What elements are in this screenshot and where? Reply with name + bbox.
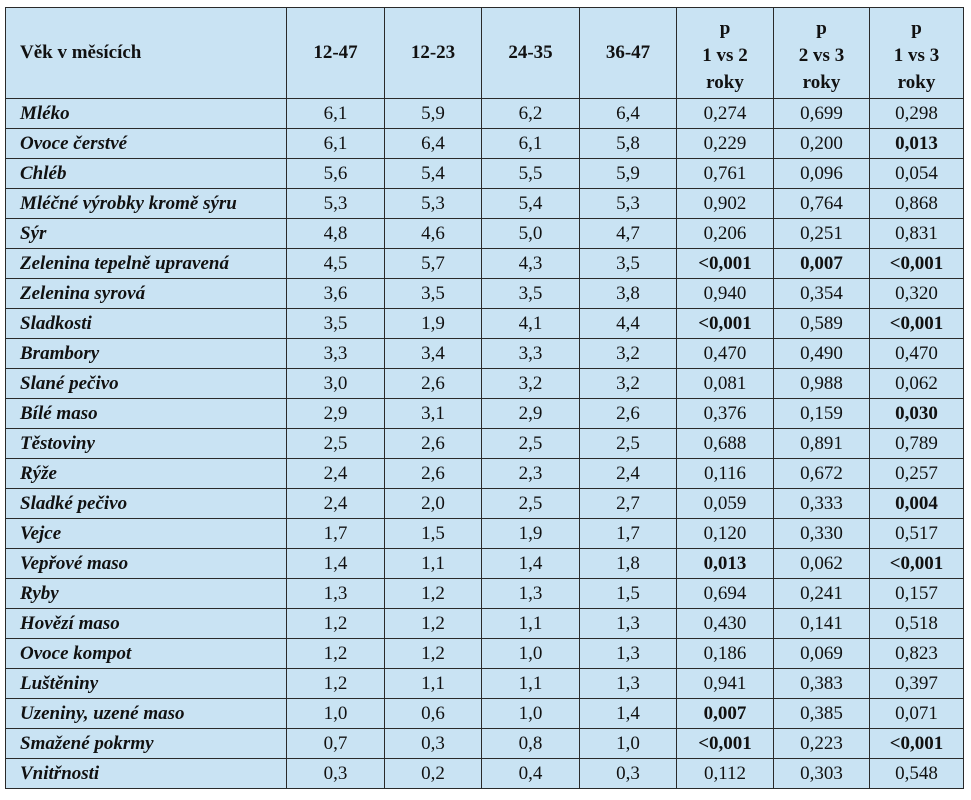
table-row xyxy=(6,129,964,159)
table-row xyxy=(6,429,964,459)
table-row xyxy=(6,699,964,729)
mean-value-cell: 0,4 xyxy=(482,759,580,789)
mean-value-cell: 3,5 xyxy=(580,249,677,279)
food-name-cell: Uzeniny, uzené maso xyxy=(6,699,287,729)
mean-value-cell: 1,4 xyxy=(482,549,580,579)
mean-value-cell: 4,5 xyxy=(287,249,385,279)
mean-value-cell: 5,5 xyxy=(482,159,580,189)
p-value-cell: 0,112 xyxy=(677,759,774,789)
p-value-cell: 0,789 xyxy=(870,429,964,459)
mean-value-cell: 5,9 xyxy=(385,99,482,129)
p-header-2-vs-3 xyxy=(774,8,870,99)
mean-value-cell: 5,4 xyxy=(385,159,482,189)
mean-value-cell: 2,5 xyxy=(482,489,580,519)
p-value-cell: 0,333 xyxy=(774,489,870,519)
p-value-cell: <0,001 xyxy=(677,309,774,339)
mean-value-cell: 1,7 xyxy=(287,519,385,549)
table-row xyxy=(6,639,964,669)
food-name-cell: Vepřové maso xyxy=(6,549,287,579)
mean-value-cell: 1,8 xyxy=(580,549,677,579)
p-value-cell: 0,823 xyxy=(870,639,964,669)
mean-value-cell: 1,0 xyxy=(482,639,580,669)
p-value-cell: 0,013 xyxy=(870,129,964,159)
age-header-36-47: 36-47 xyxy=(580,8,677,99)
p-value-cell: 0,059 xyxy=(677,489,774,519)
p-value-cell: 0,868 xyxy=(870,189,964,219)
mean-value-cell: 4,4 xyxy=(580,309,677,339)
mean-value-cell: 1,3 xyxy=(580,639,677,669)
food-name-cell: Rýže xyxy=(6,459,287,489)
mean-value-cell: 3,2 xyxy=(580,339,677,369)
p-value-cell: 0,589 xyxy=(774,309,870,339)
p-value-cell: 0,096 xyxy=(774,159,870,189)
p-value-cell: 0,988 xyxy=(774,369,870,399)
p-value-cell: <0,001 xyxy=(870,729,964,759)
table-row xyxy=(6,159,964,189)
mean-value-cell: 2,5 xyxy=(580,429,677,459)
mean-value-cell: 2,6 xyxy=(580,399,677,429)
p-value-cell: 0,764 xyxy=(774,189,870,219)
p-value-cell: 0,303 xyxy=(774,759,870,789)
table-container xyxy=(5,7,963,789)
p-header-line2: 1 vs 2 xyxy=(702,45,748,66)
p-value-cell: 0,120 xyxy=(677,519,774,549)
table-row xyxy=(6,339,964,369)
food-name-cell: Zelenina syrová xyxy=(6,279,287,309)
p-value-cell: 0,069 xyxy=(774,639,870,669)
p-value-cell: 0,761 xyxy=(677,159,774,189)
mean-value-cell: 0,3 xyxy=(287,759,385,789)
p-value-cell: <0,001 xyxy=(677,729,774,759)
mean-value-cell: 5,8 xyxy=(580,129,677,159)
food-name-cell: Ovoce kompot xyxy=(6,639,287,669)
mean-value-cell: 3,5 xyxy=(482,279,580,309)
food-name-cell: Ryby xyxy=(6,579,287,609)
mean-value-cell: 5,3 xyxy=(580,189,677,219)
table-row xyxy=(6,369,964,399)
mean-value-cell: 0,3 xyxy=(385,729,482,759)
p-value-cell: 0,430 xyxy=(677,609,774,639)
mean-value-cell: 2,9 xyxy=(482,399,580,429)
p-header-1-vs-2 xyxy=(677,8,774,99)
age-header-label: Věk v měsících xyxy=(6,8,287,99)
p-value-cell: 0,251 xyxy=(774,219,870,249)
mean-value-cell: 3,2 xyxy=(482,369,580,399)
mean-value-cell: 4,7 xyxy=(580,219,677,249)
mean-value-cell: 3,3 xyxy=(287,339,385,369)
food-name-cell: Zelenina tepelně upravená xyxy=(6,249,287,279)
table-row xyxy=(6,489,964,519)
p-value-cell: 0,383 xyxy=(774,669,870,699)
food-name-cell: Vnitřnosti xyxy=(6,759,287,789)
mean-value-cell: 1,7 xyxy=(580,519,677,549)
mean-value-cell: 5,9 xyxy=(580,159,677,189)
mean-value-cell: 0,7 xyxy=(287,729,385,759)
mean-value-cell: 1,1 xyxy=(385,669,482,699)
p-value-cell: 0,470 xyxy=(870,339,964,369)
table-row xyxy=(6,399,964,429)
mean-value-cell: 1,5 xyxy=(385,519,482,549)
p-value-cell: 0,116 xyxy=(677,459,774,489)
mean-value-cell: 1,2 xyxy=(385,609,482,639)
table-row xyxy=(6,99,964,129)
mean-value-cell: 6,1 xyxy=(287,99,385,129)
p-value-cell: 0,054 xyxy=(870,159,964,189)
p-value-cell: 0,354 xyxy=(774,279,870,309)
food-name-cell: Slané pečivo xyxy=(6,369,287,399)
mean-value-cell: 6,4 xyxy=(580,99,677,129)
p-value-cell: 0,241 xyxy=(774,579,870,609)
p-header-line2: 2 vs 3 xyxy=(798,45,845,66)
food-name-cell: Těstoviny xyxy=(6,429,287,459)
food-name-cell: Sýr xyxy=(6,219,287,249)
mean-value-cell: 2,5 xyxy=(482,429,580,459)
p-value-cell: 0,223 xyxy=(774,729,870,759)
mean-value-cell: 2,7 xyxy=(580,489,677,519)
p-value-cell: 0,007 xyxy=(677,699,774,729)
p-value-cell: 0,397 xyxy=(870,669,964,699)
mean-value-cell: 6,1 xyxy=(482,129,580,159)
mean-value-cell: 1,9 xyxy=(482,519,580,549)
food-name-cell: Luštěniny xyxy=(6,669,287,699)
mean-value-cell: 2,9 xyxy=(287,399,385,429)
p-value-cell: 0,062 xyxy=(870,369,964,399)
p-header-line3: roky xyxy=(897,72,936,93)
table-row xyxy=(6,279,964,309)
p-header-line1: p xyxy=(911,18,922,39)
table-row xyxy=(6,729,964,759)
food-name-cell: Sladké pečivo xyxy=(6,489,287,519)
table-row xyxy=(6,219,964,249)
p-value-cell: 0,274 xyxy=(677,99,774,129)
p-value-cell: <0,001 xyxy=(870,549,964,579)
mean-value-cell: 1,1 xyxy=(385,549,482,579)
p-value-cell: 0,062 xyxy=(774,549,870,579)
p-value-cell: 0,941 xyxy=(677,669,774,699)
food-name-cell: Brambory xyxy=(6,339,287,369)
mean-value-cell: 1,2 xyxy=(287,639,385,669)
p-value-cell: 0,071 xyxy=(870,699,964,729)
mean-value-cell: 1,4 xyxy=(287,549,385,579)
mean-value-cell: 3,3 xyxy=(482,339,580,369)
mean-value-cell: 6,4 xyxy=(385,129,482,159)
p-value-cell: <0,001 xyxy=(870,249,964,279)
p-value-cell: 0,902 xyxy=(677,189,774,219)
mean-value-cell: 0,2 xyxy=(385,759,482,789)
mean-value-cell: 0,6 xyxy=(385,699,482,729)
p-value-cell: 0,490 xyxy=(774,339,870,369)
mean-value-cell: 0,3 xyxy=(580,759,677,789)
p-value-cell: 0,320 xyxy=(870,279,964,309)
mean-value-cell: 3,4 xyxy=(385,339,482,369)
p-value-cell: 0,688 xyxy=(677,429,774,459)
food-name-cell: Vejce xyxy=(6,519,287,549)
mean-value-cell: 3,0 xyxy=(287,369,385,399)
mean-value-cell: 2,0 xyxy=(385,489,482,519)
table-row xyxy=(6,189,964,219)
mean-value-cell: 2,4 xyxy=(287,459,385,489)
mean-value-cell: 1,3 xyxy=(580,609,677,639)
mean-value-cell: 1,1 xyxy=(482,609,580,639)
mean-value-cell: 3,5 xyxy=(385,279,482,309)
mean-value-cell: 3,8 xyxy=(580,279,677,309)
mean-value-cell: 1,0 xyxy=(482,699,580,729)
table-row xyxy=(6,309,964,339)
mean-value-cell: 5,3 xyxy=(385,189,482,219)
p-header-line2: 1 vs 3 xyxy=(893,45,940,66)
table-row xyxy=(6,579,964,609)
p-header-line1: p xyxy=(719,18,731,39)
p-value-cell: <0,001 xyxy=(870,309,964,339)
mean-value-cell: 1,3 xyxy=(287,579,385,609)
mean-value-cell: 4,8 xyxy=(287,219,385,249)
header-row xyxy=(6,8,964,99)
mean-value-cell: 1,4 xyxy=(580,699,677,729)
mean-value-cell: 2,3 xyxy=(482,459,580,489)
p-value-cell: 0,141 xyxy=(774,609,870,639)
mean-value-cell: 4,1 xyxy=(482,309,580,339)
p-value-cell: 0,159 xyxy=(774,399,870,429)
mean-value-cell: 1,2 xyxy=(287,609,385,639)
mean-value-cell: 0,8 xyxy=(482,729,580,759)
p-value-cell: 0,548 xyxy=(870,759,964,789)
mean-value-cell: 2,6 xyxy=(385,429,482,459)
p-value-cell: 0,672 xyxy=(774,459,870,489)
mean-value-cell: 5,4 xyxy=(482,189,580,219)
table-row xyxy=(6,609,964,639)
p-value-cell: 0,891 xyxy=(774,429,870,459)
food-name-cell: Smažené pokrmy xyxy=(6,729,287,759)
food-name-cell: Ovoce čerstvé xyxy=(6,129,287,159)
p-header-line3: roky xyxy=(706,72,744,93)
age-header-24-35: 24-35 xyxy=(482,8,580,99)
table-row xyxy=(6,459,964,489)
table-row xyxy=(6,549,964,579)
table-body xyxy=(6,99,964,789)
p-value-cell: 0,030 xyxy=(870,399,964,429)
mean-value-cell: 2,4 xyxy=(580,459,677,489)
mean-value-cell: 3,5 xyxy=(287,309,385,339)
p-header-line1: p xyxy=(816,18,827,39)
age-header-12-47: 12-47 xyxy=(287,8,385,99)
p-value-cell: 0,206 xyxy=(677,219,774,249)
p-value-cell: 0,330 xyxy=(774,519,870,549)
p-value-cell: 0,013 xyxy=(677,549,774,579)
age-header-12-23: 12-23 xyxy=(385,8,482,99)
mean-value-cell: 2,5 xyxy=(287,429,385,459)
mean-value-cell: 1,9 xyxy=(385,309,482,339)
p-value-cell: 0,376 xyxy=(677,399,774,429)
table-row xyxy=(6,669,964,699)
p-value-cell: 0,081 xyxy=(677,369,774,399)
p-header-1-vs-3 xyxy=(870,8,964,99)
p-value-cell: 0,385 xyxy=(774,699,870,729)
mean-value-cell: 1,3 xyxy=(482,579,580,609)
mean-value-cell: 1,2 xyxy=(385,579,482,609)
food-frequency-table xyxy=(5,7,964,789)
p-value-cell: 0,517 xyxy=(870,519,964,549)
mean-value-cell: 1,1 xyxy=(482,669,580,699)
mean-value-cell: 1,2 xyxy=(287,669,385,699)
p-value-cell: 0,940 xyxy=(677,279,774,309)
food-name-cell: Mléko xyxy=(6,99,287,129)
p-value-cell: 0,004 xyxy=(870,489,964,519)
mean-value-cell: 2,6 xyxy=(385,369,482,399)
mean-value-cell: 1,2 xyxy=(385,639,482,669)
mean-value-cell: 6,1 xyxy=(287,129,385,159)
p-value-cell: 0,831 xyxy=(870,219,964,249)
mean-value-cell: 5,3 xyxy=(287,189,385,219)
mean-value-cell: 5,7 xyxy=(385,249,482,279)
food-name-cell: Mléčné výrobky kromě sýru xyxy=(6,189,287,219)
mean-value-cell: 1,3 xyxy=(580,669,677,699)
p-value-cell: 0,157 xyxy=(870,579,964,609)
p-value-cell: 0,298 xyxy=(870,99,964,129)
mean-value-cell: 2,4 xyxy=(287,489,385,519)
food-name-cell: Chléb xyxy=(6,159,287,189)
p-value-cell: 0,257 xyxy=(870,459,964,489)
mean-value-cell: 5,6 xyxy=(287,159,385,189)
mean-value-cell: 1,0 xyxy=(580,729,677,759)
mean-value-cell: 2,6 xyxy=(385,459,482,489)
table-row xyxy=(6,249,964,279)
mean-value-cell: 3,6 xyxy=(287,279,385,309)
mean-value-cell: 6,2 xyxy=(482,99,580,129)
p-value-cell: 0,186 xyxy=(677,639,774,669)
mean-value-cell: 3,2 xyxy=(580,369,677,399)
p-value-cell: 0,229 xyxy=(677,129,774,159)
p-value-cell: 0,518 xyxy=(870,609,964,639)
table-row xyxy=(6,759,964,789)
mean-value-cell: 1,0 xyxy=(287,699,385,729)
p-value-cell: 0,694 xyxy=(677,579,774,609)
table-row xyxy=(6,519,964,549)
p-value-cell: <0,001 xyxy=(677,249,774,279)
mean-value-cell: 4,6 xyxy=(385,219,482,249)
p-value-cell: 0,470 xyxy=(677,339,774,369)
p-header-line3: roky xyxy=(802,72,841,93)
mean-value-cell: 3,1 xyxy=(385,399,482,429)
mean-value-cell: 4,3 xyxy=(482,249,580,279)
p-value-cell: 0,007 xyxy=(774,249,870,279)
p-value-cell: 0,200 xyxy=(774,129,870,159)
mean-value-cell: 1,5 xyxy=(580,579,677,609)
p-value-cell: 0,699 xyxy=(774,99,870,129)
food-name-cell: Bílé maso xyxy=(6,399,287,429)
mean-value-cell: 5,0 xyxy=(482,219,580,249)
food-name-cell: Hovězí maso xyxy=(6,609,287,639)
food-name-cell: Sladkosti xyxy=(6,309,287,339)
